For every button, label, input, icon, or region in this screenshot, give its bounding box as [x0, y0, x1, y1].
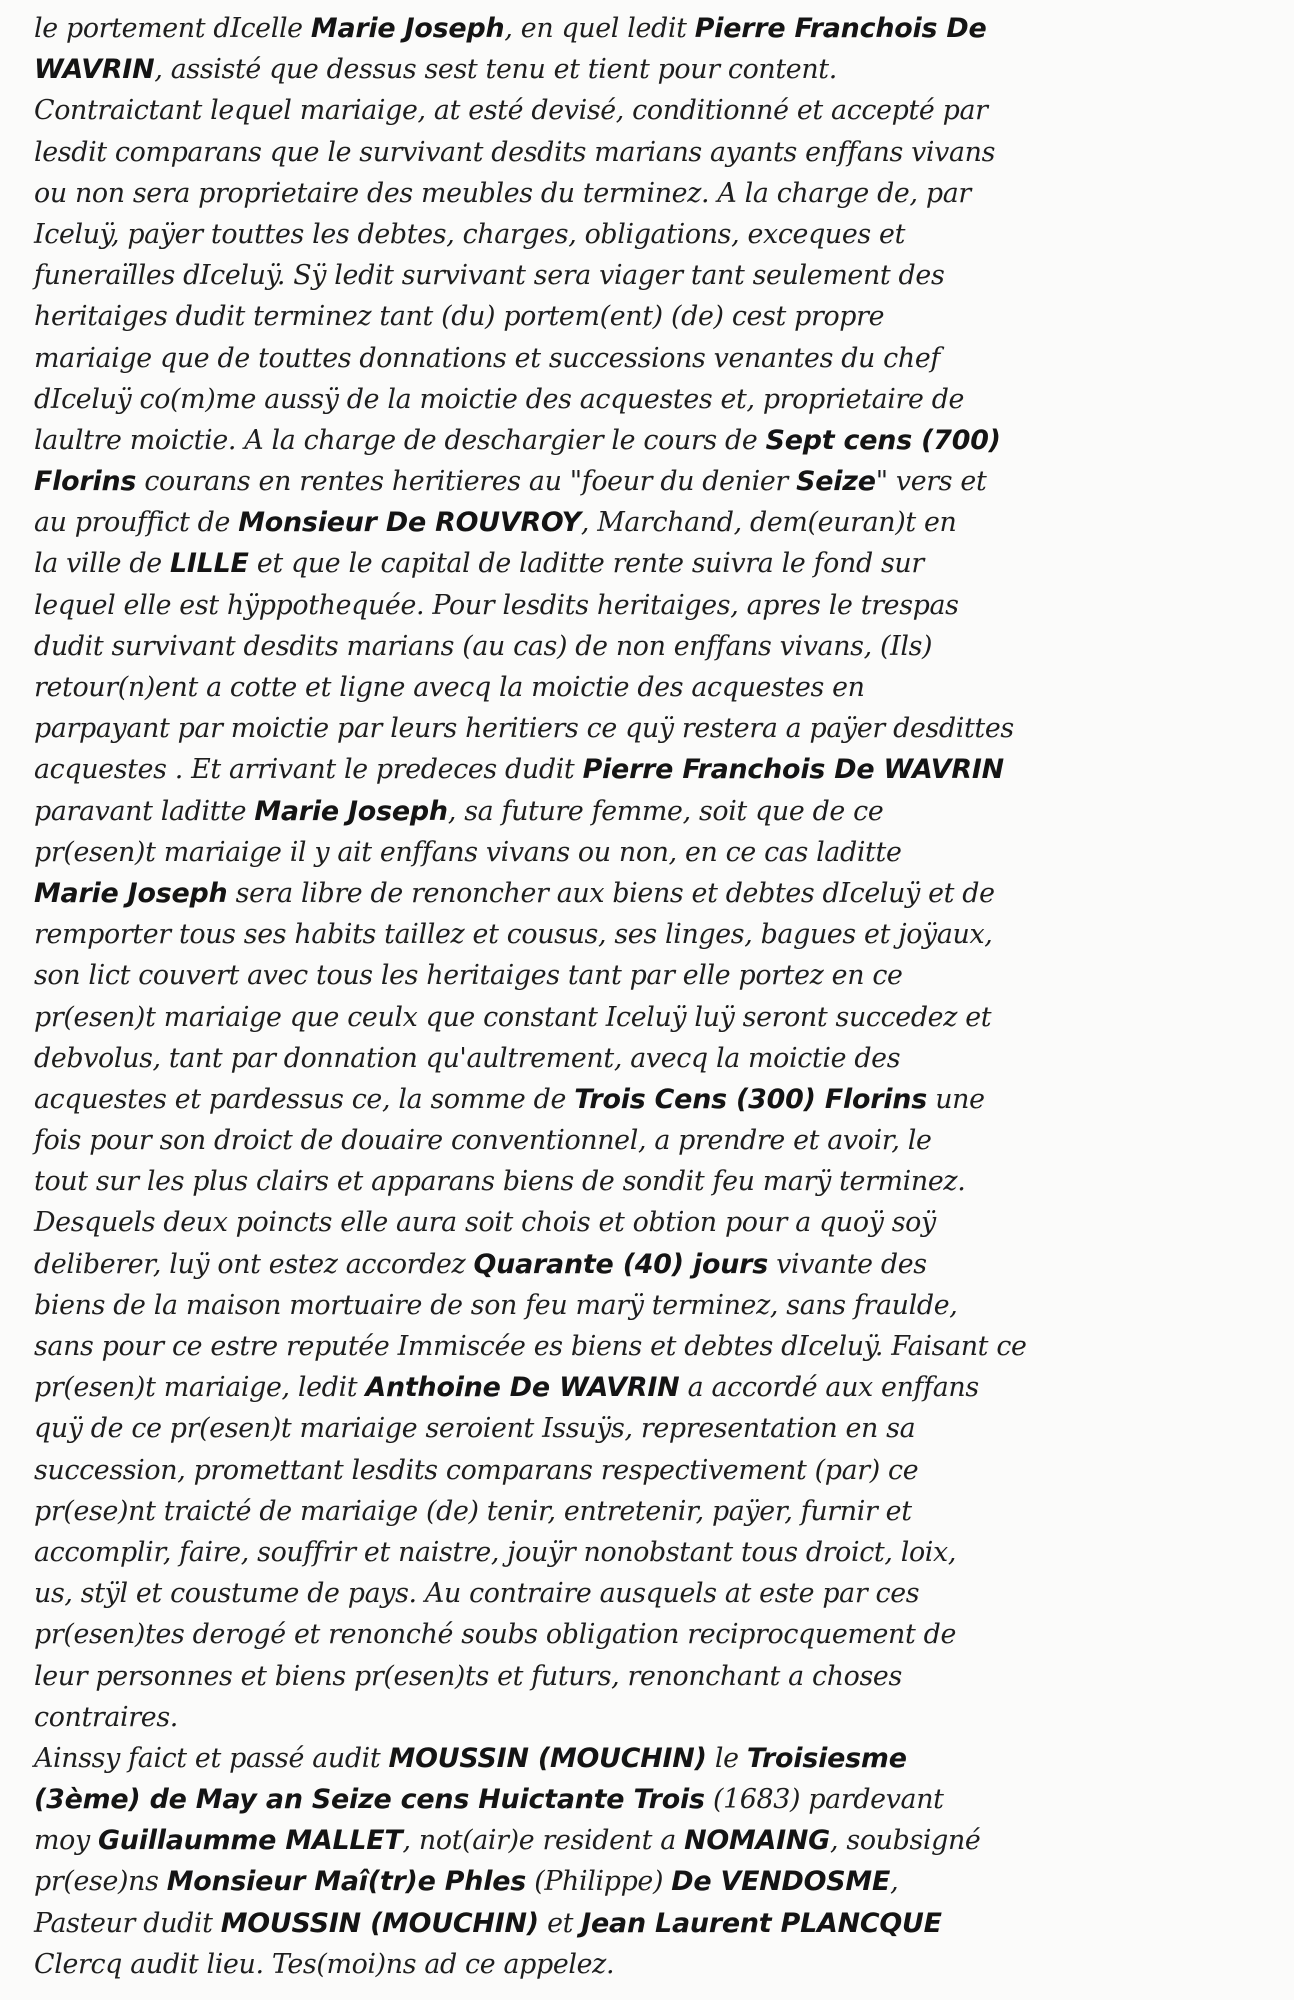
text-line — [34, 461, 1266, 502]
text-line — [34, 708, 1266, 749]
text-line — [34, 997, 1266, 1038]
text-line — [34, 502, 1266, 543]
text-line — [34, 214, 1266, 255]
text-segment: , en quel ledit — [504, 13, 695, 44]
text-line — [34, 955, 1266, 996]
text-line — [34, 1532, 1266, 1573]
text-line — [34, 1450, 1266, 1491]
emphasized-name: MOUSSIN (MOUCHIN) — [388, 1742, 707, 1774]
text-line — [34, 749, 1266, 790]
text-line — [34, 832, 1266, 873]
text-segment: Pasteur dudit — [34, 1907, 221, 1939]
text-segment: laultre moictie. A la charge de deschargier le cours de — [34, 424, 766, 456]
text-line — [34, 1614, 1266, 1655]
text-line — [34, 1326, 1266, 1367]
text-line — [34, 1285, 1266, 1326]
text-line — [34, 1038, 1266, 1079]
text-segment: accomplir, faire, souffrir et naistre, jouÿr nonobstant tous droict, loix, — [34, 1536, 957, 1568]
text-line — [34, 8, 1266, 49]
text-line — [34, 1820, 1266, 1861]
text-line — [34, 420, 1266, 461]
text-segment: a accordé aux enffans — [679, 1372, 979, 1404]
text-segment: , Marchand, dem(euran)t en — [580, 507, 957, 539]
text-segment: leur personnes et biens pr(esen)ts et futurs, renonchant a choses — [34, 1660, 902, 1692]
text-line — [34, 338, 1266, 379]
text-segment: , assisté que dessus sest tenu et tient pour content. — [154, 54, 837, 86]
text-segment: au prouffict de — [34, 507, 239, 539]
text-segment: us, stÿl et coustume de pays. Au contraire ausquels at este par ces — [34, 1578, 920, 1610]
text-segment: Clercq audit lieu. Tes(moi)ns ad ce appelez. — [34, 1948, 615, 1980]
emphasized-name: Seize — [796, 466, 876, 498]
text-line — [34, 1244, 1266, 1285]
text-line — [34, 296, 1266, 337]
emphasized-name: Marie Joseph — [34, 877, 228, 909]
emphasized-name: Monsieur De ROUVROY — [238, 507, 581, 539]
emphasized-name: Florins — [34, 466, 137, 498]
text-segment: funeraïlles dIceluÿ. Sÿ ledit survivant sera viager tant seulement des — [34, 260, 945, 292]
text-segment: le — [706, 1742, 747, 1774]
text-segment: le portement dIcelle — [34, 13, 311, 44]
text-segment: , — [890, 1866, 899, 1898]
text-segment: (Philippe) — [526, 1866, 672, 1898]
text-line — [34, 1656, 1266, 1697]
emphasized-name: Marie Joseph — [254, 795, 448, 827]
emphasized-name: Jean Laurent PLANCQUE — [581, 1907, 942, 1939]
text-line — [34, 1491, 1266, 1532]
text-line — [34, 1079, 1266, 1120]
text-segment: pr(ese)nt traicté de mariaige (de) tenir, entretenir, paÿer, furnir et — [34, 1495, 912, 1527]
text-segment: mariaige que de touttes donnations et successions venantes du chef — [34, 342, 940, 374]
emphasized-name: (3ème) de May an Seize cens Huictante Trois — [34, 1784, 705, 1816]
text-segment: acquestes et pardessus ce, la somme de — [34, 1083, 575, 1115]
text-segment: sera libre de renoncher aux biens et debtes dIceluÿ et de — [227, 877, 995, 909]
text-segment: lequel elle est hÿppothequée. Pour lesdits heritaiges, apres le trespas — [34, 589, 959, 621]
text-segment: paravant laditte — [34, 795, 255, 827]
text-segment: moy — [34, 1825, 98, 1857]
emphasized-name: MOUSSIN (MOUCHIN) — [220, 1907, 539, 1939]
text-line — [34, 90, 1266, 131]
text-segment: , soubsigné — [830, 1825, 981, 1857]
text-line — [34, 173, 1266, 214]
text-line — [34, 626, 1266, 667]
emphasized-name: Marie Joseph — [310, 13, 505, 44]
text-segment: dudit survivant desdits marians (au cas) de non enffans vivans, (Ils) — [34, 630, 933, 662]
text-line — [34, 667, 1266, 708]
text-segment: , not(air)e resident a — [402, 1825, 685, 1857]
text-line — [34, 1944, 1266, 1985]
text-segment: lesdit comparans que le survivant desdits marians ayants enffans vivans — [34, 136, 996, 168]
emphasized-name: Troisiesme — [746, 1742, 907, 1774]
text-line — [34, 1738, 1266, 1779]
text-line — [34, 1202, 1266, 1243]
text-segment: pr(esen)t mariaige que ceulx que constant Iceluÿ luÿ seront succedez et — [34, 1001, 992, 1033]
text-segment: (1683) pardevant — [704, 1784, 944, 1816]
text-segment: ou non sera proprietaire des meubles du terminez. A la charge de, par — [34, 177, 971, 209]
emphasized-name: Quarante (40) jours — [473, 1248, 768, 1280]
emphasized-name: WAVRIN — [34, 54, 155, 86]
text-line — [34, 1779, 1266, 1820]
text-segment: et — [538, 1907, 582, 1939]
text-segment: debvolus, tant par donnation qu'aultrement, avecq la moictie des — [34, 1042, 901, 1074]
text-segment: pr(esen)t mariaige il y ait enffans vivans ou non, en ce cas laditte — [34, 836, 902, 868]
text-line — [34, 1367, 1266, 1408]
transcription-text — [34, 8, 1266, 1985]
text-segment: Desquels deux poincts elle aura soit chois et obtion pour a quoÿ soÿ — [34, 1207, 936, 1239]
text-segment: sans pour ce estre reputée Immiscée es biens et debtes dIceluÿ. Faisant ce — [34, 1331, 1027, 1362]
text-line — [34, 1903, 1266, 1944]
emphasized-name: Guillaumme MALLET — [97, 1825, 403, 1857]
text-line — [34, 255, 1266, 296]
text-segment: une — [927, 1083, 985, 1115]
text-segment: et que le capital de laditte rente suivra le fond sur — [248, 548, 924, 580]
text-segment: vivante des — [768, 1248, 927, 1280]
text-segment: " vers et — [875, 466, 987, 498]
text-segment: biens de la maison mortuaire de son feu marÿ terminez, sans fraulde, — [34, 1289, 958, 1321]
text-line — [34, 49, 1266, 90]
text-line — [34, 585, 1266, 626]
text-segment: heritaiges dudit terminez tant (du) portem(ent) (de) cest propre — [34, 301, 885, 333]
text-segment: contraires. — [34, 1701, 178, 1733]
text-line — [34, 543, 1266, 584]
text-segment: pr(ese)ns — [34, 1866, 167, 1898]
text-line — [34, 1120, 1266, 1161]
text-segment: acquestes . Et arrivant le predeces dudit — [34, 754, 583, 786]
text-segment: dIceluÿ co(m)me aussÿ de la moictie des acquestes et, proprietaire de — [34, 383, 965, 415]
text-line — [34, 1861, 1266, 1902]
text-line — [34, 1161, 1266, 1202]
text-segment: quÿ de ce pr(esen)t mariaige seroient Issuÿs, representation en sa — [34, 1413, 916, 1445]
emphasized-name: Pierre Franchois De — [694, 13, 987, 44]
text-segment: son lict couvert avec tous les heritaiges tant par elle portez en ce — [34, 960, 903, 992]
text-segment: , sa future femme, soit que de ce — [447, 795, 884, 827]
emphasized-name: NOMAING — [684, 1825, 831, 1857]
text-segment: deliberer, luÿ ont estez accordez — [34, 1248, 474, 1280]
text-segment: remporter tous ses habits taillez et cousus, ses linges, bagues et joÿaux, — [34, 919, 993, 951]
text-segment: succession, promettant lesdits comparans respectivement (par) ce — [34, 1454, 919, 1486]
text-segment: fois pour son droict de douaire conventionnel, a prendre et avoir, le — [34, 1125, 932, 1157]
emphasized-name: Monsieur Maî(tr)e Phles — [166, 1866, 527, 1898]
text-line — [34, 1697, 1266, 1738]
emphasized-name: Sept cens (700) — [765, 424, 1001, 456]
text-line — [34, 873, 1266, 914]
emphasized-name: Trois Cens (300) Florins — [574, 1083, 927, 1115]
text-segment: tout sur les plus clairs et apparans biens de sondit feu marÿ terminez. — [34, 1166, 966, 1198]
emphasized-name: Anthoine De WAVRIN — [365, 1372, 680, 1404]
text-segment: pr(esen)tes derogé et renonché soubs obligation reciprocquement de — [34, 1619, 957, 1651]
text-line — [34, 791, 1266, 832]
text-line — [34, 1408, 1266, 1449]
text-segment: la ville de — [34, 548, 170, 580]
emphasized-name: De VENDOSME — [671, 1866, 891, 1898]
text-segment: Contraictant lequel mariaige, at esté devisé, conditionné et accepté par — [34, 95, 988, 127]
text-segment: parpayant par moictie par leurs heritiers ce quÿ restera a paÿer desdittes — [34, 713, 1014, 745]
text-segment: courans en rentes heritieres au "foeur du denier — [136, 466, 797, 498]
emphasized-name: Pierre Franchois De WAVRIN — [582, 754, 1004, 786]
text-segment: retour(n)ent a cotte et ligne avecq la moictie des acquestes en — [34, 672, 865, 703]
text-line — [34, 1573, 1266, 1614]
text-line — [34, 132, 1266, 173]
text-segment: Ainssy faict et passé audit — [34, 1742, 389, 1774]
text-segment: pr(esen)t mariaige, ledit — [34, 1372, 366, 1404]
text-line — [34, 379, 1266, 420]
text-line — [34, 914, 1266, 955]
text-segment: Iceluÿ, paÿer touttes les debtes, charges, obligations, exceques et — [34, 218, 906, 250]
emphasized-name: LILLE — [169, 548, 249, 580]
